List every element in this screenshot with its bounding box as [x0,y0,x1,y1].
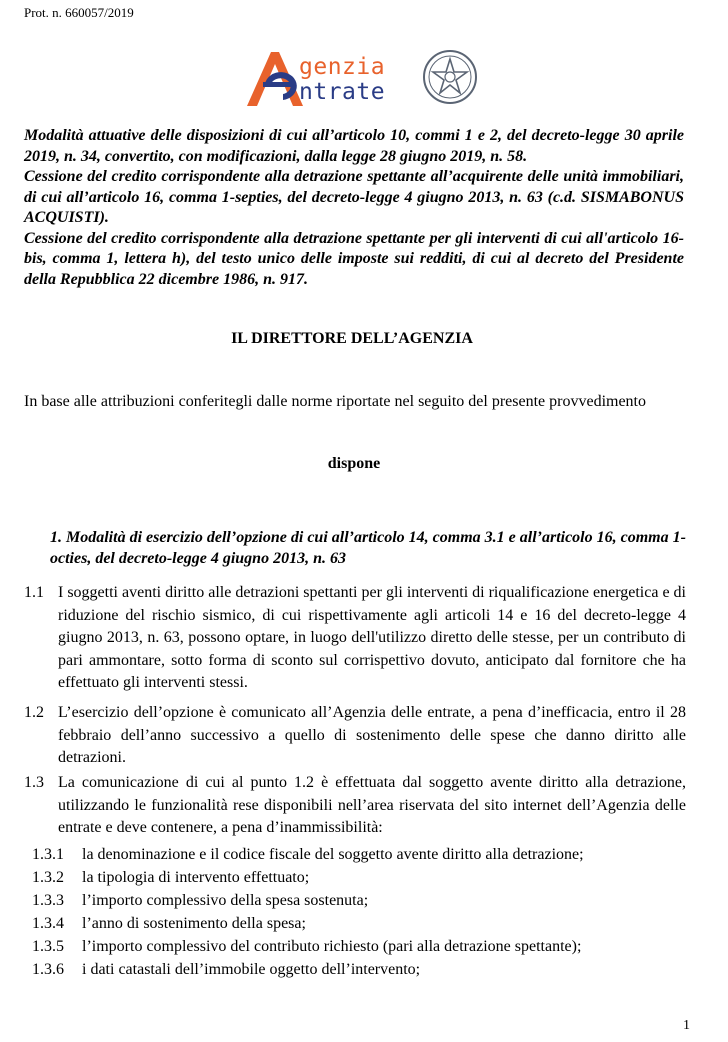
subitem-text: l’importo complessivo della spesa sostenuta; [82,892,369,909]
item-text: I soggetti aventi diritto alle detrazioni spettanti per gli interventi di riqualificazione energetica e di riduzione del rischio sismico, di cui rispettivamente agli articoli 14 e 16 del decreto-legge 4 giugno 2013, n. 63, possono optare, in luogo dell'utilizzo diretto delle stesse, per un contributo di pari ammontare, sotto forma di sconto sul corrispettivo dovuto, anticipato dal fornitore che ha effettuato gli interventi stessi. [58,584,686,691]
agenzia-entrate-logo [237,44,493,110]
subitem-number: 1.3.5 [32,938,64,955]
logo-text-line1: genzia [299,54,386,80]
logo-text-line2: ntrate [299,79,386,105]
emblem-seal-icon [421,48,479,106]
subitem-number: 1.3.3 [32,892,64,909]
subject-paragraph: Modalità attuative delle disposizioni di cui all’articolo 10, commi 1 e 2, del decreto-legge 30 aprile 2019, n. 34, convertito, con modificazioni, dalla legge 28 giugno 2019, n. 58. [24,127,684,165]
subitem-number: 1.3.6 [32,961,64,978]
dispone-heading: dispone [327,455,381,472]
subject-paragraph: Cessione del credito corrispondente alla detrazione spettante per gli interventi di cui all'articolo 16-bis, comma 1, lettera h), del testo unico delle imposte sui redditi, di cui al decreto del Presidente della Repubblica 22 dicembre 1986, n. 917. [24,229,684,288]
sub-list-item [32,959,686,981]
subject-paragraph: Cessione del credito corrispondente alla detrazione spettante all’acquirente delle unità immobiliari, di cui all’articolo 16, comma 1-septies, del decreto-legge 4 giugno 2013, n. 63 (c.d. SISMABONUS ACQUISTI). [24,168,684,226]
sub-list-item [32,844,686,866]
logo-ae-letter-icon [243,48,303,108]
item-number: 1.3 [24,774,44,791]
subitem-text: l’anno di sostenimento della spesa; [82,915,306,932]
section-number: 1. [50,529,62,546]
sub-list-item [32,913,686,935]
subitem-text: i dati catastali dell’immobile oggetto dell’intervento; [82,961,421,978]
section-title: Modalità di esercizio dell’opzione di cui all’articolo 14, comma 3.1 e all’articolo 16, comma 1-octies, del decreto-legge 4 giugno 2013, n. 63 [50,529,686,567]
sub-list-item [32,867,686,889]
sub-list-item [32,890,686,912]
list-item [24,702,686,770]
section-heading [50,527,686,569]
subitem-number: 1.3.4 [32,915,64,932]
subitem-number: 1.3.2 [32,869,64,886]
subject-block [24,126,684,290]
subitem-text: la denominazione e il codice fiscale del soggetto avente diritto alla detrazione; [82,846,584,863]
director-heading: IL DIRETTORE DELL’AGENZIA [231,330,473,347]
subitem-number: 1.3.1 [32,846,64,863]
intro-paragraph: In base alle attribuzioni conferitegli dalle norme riportate nel seguito del presente provvedimento [24,393,646,410]
item-text: L’esercizio dell’opzione è comunicato all’Agenzia delle entrate, a pena d’inefficacia, entro il 28 febbraio dell’anno successivo a quello di sostenimento delle spese che danno diritto alle detrazioni. [58,704,686,766]
subitem-text: l’importo complessivo del contributo richiesto (pari alla detrazione spettante); [82,938,582,955]
page-number: 1 [683,1018,690,1033]
item-number: 1.1 [24,584,44,601]
protocol-number: Prot. n. 660057/2019 [24,5,134,20]
item-number: 1.2 [24,704,44,721]
sub-list-item [32,936,686,958]
subitem-text: la tipologia di intervento effettuato; [82,869,310,886]
item-text: La comunicazione di cui al punto 1.2 è effettuata dal soggetto avente diritto alla detrazione, utilizzando le funzionalità rese disponibili nell’area riservata del sito internet dell’Agenzia delle entrate e deve contenere, a pena d’inammissibilità: [58,774,686,836]
list-item [24,772,686,840]
list-item [24,582,686,695]
